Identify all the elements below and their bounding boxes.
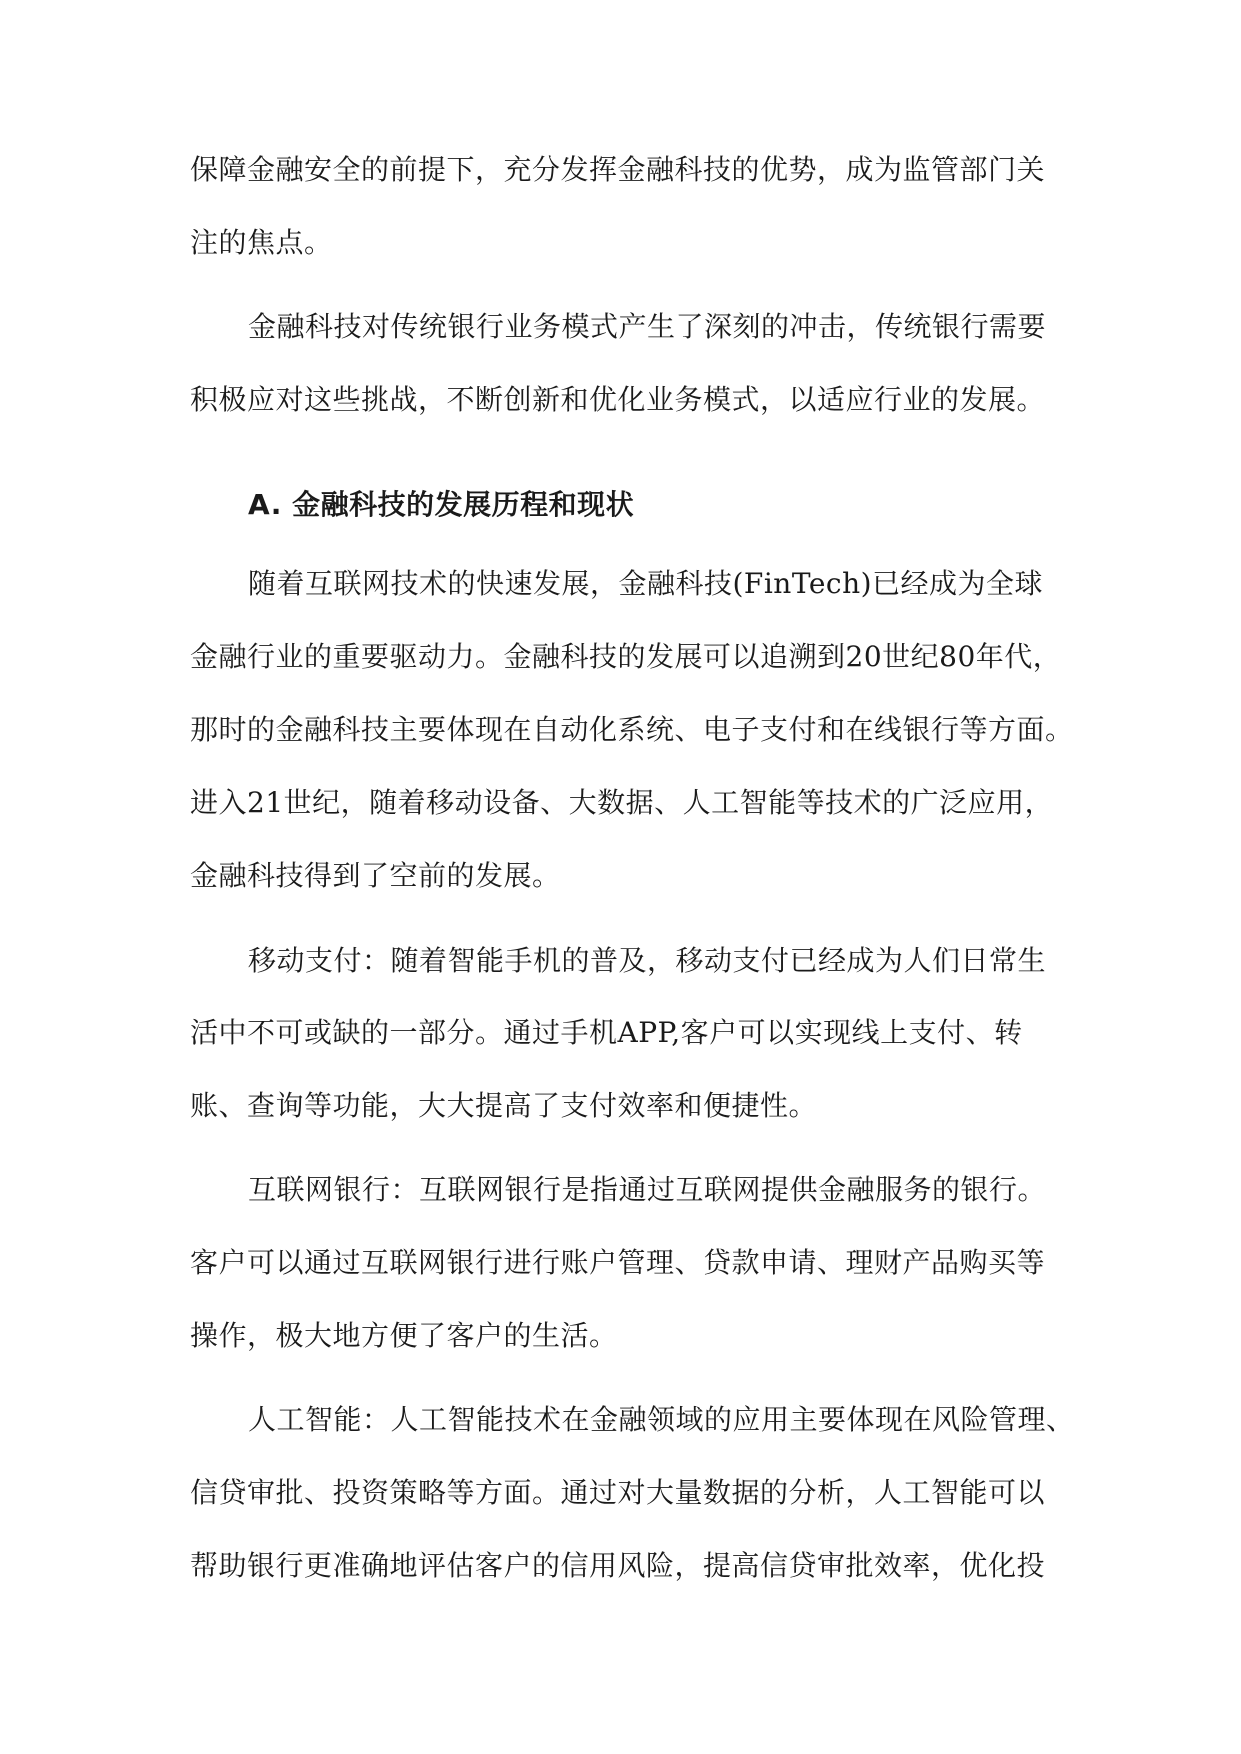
paragraph-line: 客户可以通过互联网银行进行账户管理、贷款申请、理财产品购买等: [190, 1246, 1046, 1279]
paragraph-line: 随着互联网技术的快速发展，金融科技(FinTech)已经成为全球: [248, 567, 1044, 600]
paragraph-line: 帮助银行更准确地评估客户的信用风险，提高信贷审批效率，优化投: [190, 1549, 1046, 1582]
paragraph-line: 账、查询等功能，大大提高了支付效率和便捷性。: [190, 1089, 818, 1122]
paragraph-line: 操作，极大地方便了客户的生活。: [190, 1319, 618, 1352]
paragraph-line: 保障金融安全的前提下，充分发挥金融科技的优势，成为监管部门关: [190, 153, 1046, 186]
paragraph-line: 互联网银行：互联网银行是指通过互联网提供金融服务的银行。: [248, 1173, 1047, 1206]
paragraph-line: 积极应对这些挑战，不断创新和优化业务模式，以适应行业的发展。: [190, 383, 1046, 416]
paragraph-line: 进入21世纪，随着移动设备、大数据、人工智能等技术的广泛应用，: [190, 786, 1054, 819]
paragraph-line: 活中不可或缺的一部分。通过手机APP,客户可以实现线上支付、转: [190, 1016, 1023, 1049]
paragraph-line: 金融行业的重要驱动力。金融科技的发展可以追溯到20世纪80年代，: [190, 640, 1062, 673]
section-heading: A. 金融科技的发展历程和现状: [248, 488, 635, 521]
paragraph-line: 人工智能：人工智能技术在金融领域的应用主要体现在风险管理、: [248, 1403, 1075, 1436]
paragraph-line: 信贷审批、投资策略等方面。通过对大量数据的分析，人工智能可以: [190, 1476, 1046, 1509]
paragraph-line: 移动支付：随着智能手机的普及，移动支付已经成为人们日常生: [248, 944, 1047, 977]
paragraph-line: 金融科技得到了空前的发展。: [190, 859, 561, 892]
paragraph-line: 金融科技对传统银行业务模式产生了深刻的冲击，传统银行需要: [248, 310, 1047, 343]
paragraph-line: 注的焦点。: [190, 226, 333, 259]
paragraph-line: 那时的金融科技主要体现在自动化系统、电子支付和在线银行等方面。: [190, 713, 1074, 746]
